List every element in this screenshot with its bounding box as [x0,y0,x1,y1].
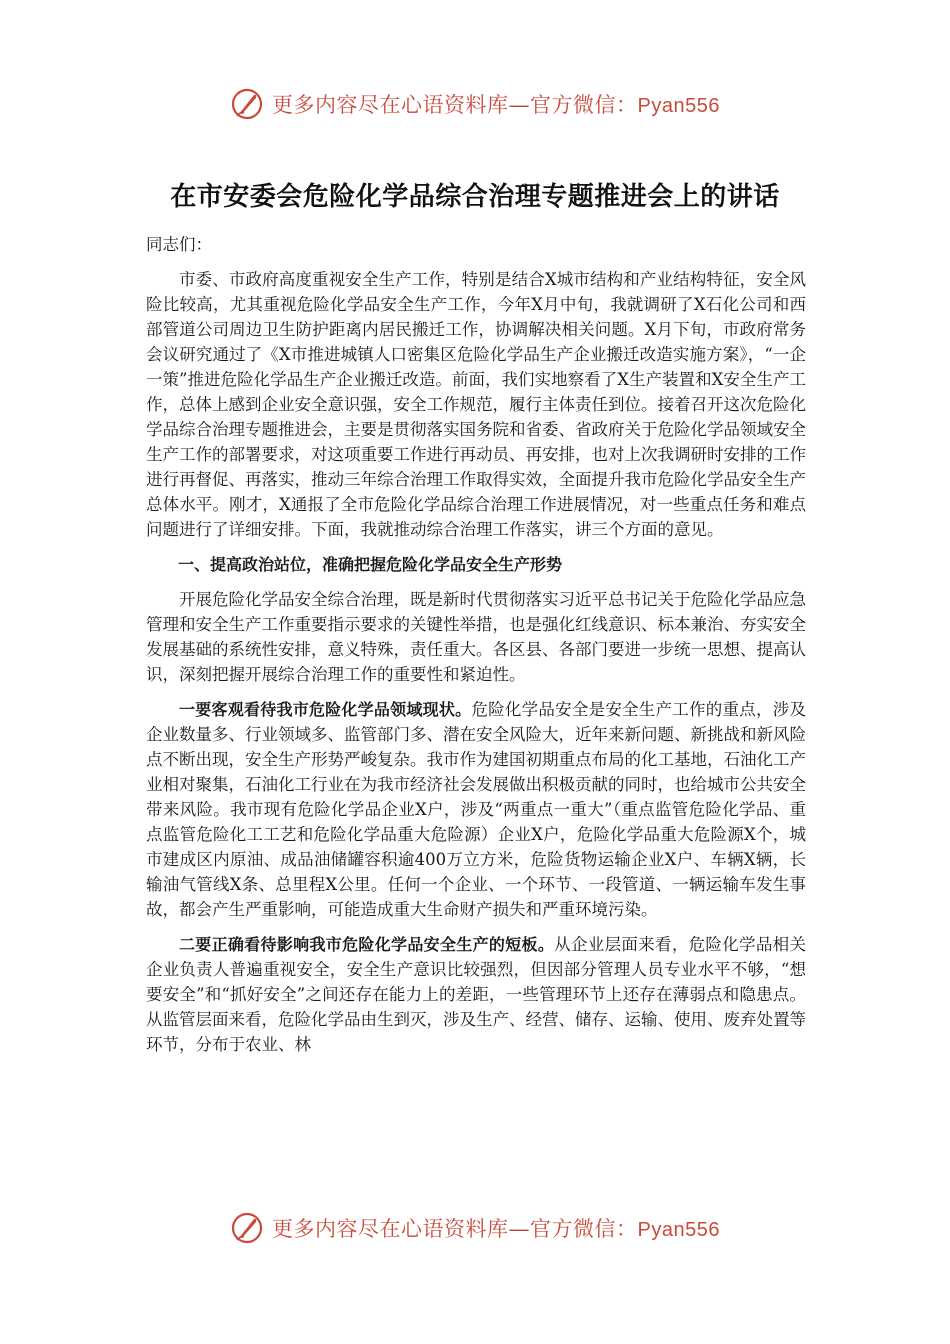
watermark-wechat-id: Pyan556 [637,95,720,117]
section-heading-1: 一、提高政治站位，准确把握危险化学品安全生产形势 [178,555,563,574]
watermark-text [272,1213,720,1243]
watermark-separator: — [508,93,531,117]
point-2-paragraph [146,932,806,1057]
salutation: 同志们： [146,235,212,254]
document-body [146,232,806,1067]
intro-paragraph: 市委、市政府高度重视安全生产工作，特别是结合X城市结构和产业结构特征，安全风险比较高，尤其重视危险化学品安全生产工作，今年X月中旬，我就调研了X石化公司和西部管道公司周边卫生防护距离内居民搬迁工作，协调解决相关问题。X月下旬，市政府常务会议研究通过了《X市推进城镇人口密集区危险化学品生产企业搬迁改造实施方案》，“一企一策”推进危险化学品生产企业搬迁改造。前面，我们实地察看了X生产装置和X安全生产工作，总体上感到企业安全意识强，安全工作规范，履行主体责任到位。接着召开这次危险化学品综合治理专题推进会，主要是贯彻落实国务院和省委、省政府关于危险化学品领域安全生产工作的部署要求，对这项重要工作进行再动员、再安排，也对上次我调研时安排的工作进行再督促、再落实，推动三年综合治理工作取得实效，全面提升我市危险化学品安全生产总体水平。刚才，X通报了全市危险化学品综合治理工作进展情况，对一些重点任务和难点问题进行了详细安排。下面，我就推动综合治理工作落实，讲三个方面的意见。 [146,270,806,539]
watermark-text [272,89,720,119]
header-watermark-banner [0,84,950,124]
point-2-lead: 二要正确看待影响我市危险化学品安全生产的短板。 [179,935,555,954]
watermark-brand: 更多内容尽在心语资料库 [272,93,509,117]
point-2-body: 从企业层面来看，危险化学品相关企业负责人普遍重视安全，安全生产意识比较强烈，但因部分管理人员专业水平不够，“想要安全”和“抓好安全”之间还存在能力上的差距，一些管理环节上还存在薄弱点和隐患点。从监管层面来看，危险化学品由生到灭，涉及生产、经营、储存、运输、使用、废弃处置等环节，分布于农业、林 [146,935,806,1054]
watermark-wechat-label: 官方微信： [530,93,638,117]
quill-pen-logo-icon [230,87,264,121]
point-1-body: 危险化学品安全是安全生产工作的重点，涉及企业数量多、行业领域多、监管部门多、潜在安全风险大，近年来新问题、新挑战和新风险点不断出现，安全生产形势严峻复杂。我市作为建国初期重点布局的化工基地，石油化工产业相对聚集，石油化工行业在为我市经济社会发展做出积极贡献的同时，也给城市公共安全带来风险。我市现有危险化学品企业X户，涉及“两重点一重大”（重点监管危险化学品、重点监管危险化工工艺和危险化学品重大危险源）企业X户，危险化学品重大危险源X个，城市建成区内原油、成品油储罐容积逾400万立方米，危险货物运输企业X户、车辆X辆，长输油气管线X条、总里程X公里。任何一个企业、一个环节、一段管道、一辆运输车发生事故，都会产生严重影响，可能造成重大生命财产损失和严重环境污染。 [146,700,806,919]
footer-watermark-banner [0,1208,950,1248]
watermark-brand: 更多内容尽在心语资料库 [272,1217,509,1241]
watermark-separator: — [508,1217,531,1241]
quill-pen-logo-icon [230,1211,264,1245]
watermark-wechat-label: 官方微信： [530,1217,638,1241]
point-1-paragraph [146,697,806,922]
section-1-paragraph: 开展危险化学品安全综合治理，既是新时代贯彻落实习近平总书记关于危险化学品应急管理和安全生产工作重要指示要求的关键性举措，也是强化红线意识、标本兼治、夯实安全发展基础的系统性安排，意义特殊，责任重大。各区县、各部门要进一步统一思想、提高认识，深刻把握开展综合治理工作的重要性和紧迫性。 [146,590,806,684]
point-1-lead: 一要客观看待我市危险化学品领域现状。 [179,700,472,719]
watermark-wechat-id: Pyan556 [637,1219,720,1241]
document-title: 在市安委会危险化学品综合治理专题推进会上的讲话 [170,182,780,212]
